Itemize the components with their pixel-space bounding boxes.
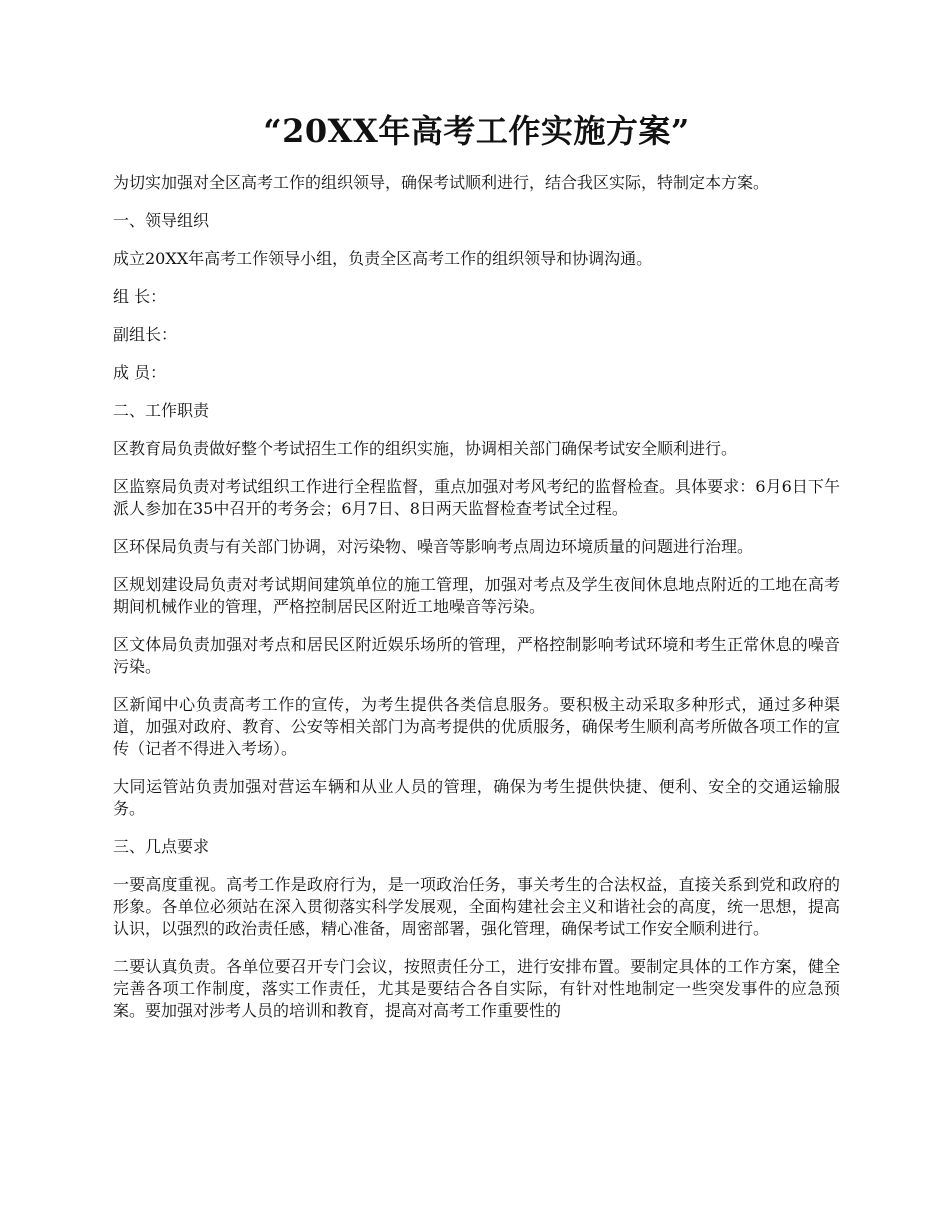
intro-paragraph: 为切实加强对全区高考工作的组织领导，确保考试顺利进行，结合我区实际，特制定本方案。 — [113, 173, 770, 193]
duty-paragraph: 区规划建设局负责对考试期间建筑单位的施工管理，加强对考点及学生夜间休息地点附近的工地在高考期间机械作业的管理，严格控制居民区附近工地噪音等污染。 — [113, 575, 840, 617]
duty-paragraph: 区文体局负责加强对考点和居民区附近娱乐场所的管理，严格控制影响考试环境和考生正常休息的噪音污染。 — [113, 635, 840, 677]
members-line: 成 员： — [113, 363, 167, 383]
requirement-paragraph: 一要高度重视。高考工作是政府行为，是一项政治任务，事关考生的合法权益，直接关系到党和政府的形象。各单位必须站在深入贯彻落实科学发展观，全面构建社会主义和谐社会的高度，统一思想，提高认识，以强烈的政治责任感，精心准备，周密部署，强化管理，确保考试工作安全顺利进行。 — [113, 875, 840, 939]
duty-paragraph: 大同运管站负责加强对营运车辆和从业人员的管理，确保为考生提供快捷、便利、安全的交通运输服务。 — [113, 777, 840, 819]
section-heading-requirements: 三、几点要求 — [113, 837, 210, 857]
requirement-paragraph: 二要认真负责。各单位要召开专门会议，按照责任分工，进行安排布置。要制定具体的工作方案，健全完善各项工作制度，落实工作责任，尤其是要结合各自实际，有针对性地制定一些突发事件的应急预案。要加强对涉考人员的培训和教育，提高对高考工作重要性的 — [113, 957, 840, 1021]
duty-paragraph: 区环保局负责与有关部门协调，对污染物、噪音等影响考点周边环境质量的问题进行治理。 — [113, 537, 754, 557]
section-heading-duties: 二、工作职责 — [113, 401, 210, 421]
deputy-leader-line: 副组长： — [113, 325, 178, 345]
document-page — [113, 112, 840, 1038]
leader-line: 组 长： — [113, 287, 167, 307]
section-heading-leadership: 一、领导组织 — [113, 211, 210, 231]
duty-paragraph: 区教育局负责做好整个考试招生工作的组织实施，协调相关部门确保考试安全顺利进行。 — [113, 439, 738, 459]
duty-paragraph: 区监察局负责对考试组织工作进行全程监督，重点加强对考风考纪的监督检查。具体要求：6月6日下午派人参加在35中召开的考务会；6月7日、8日两天监督检查考试全过程。 — [113, 477, 840, 519]
duty-paragraph: 区新闻中心负责高考工作的宣传，为考生提供各类信息服务。要积极主动采取多种形式，通过多种渠道，加强对政府、教育、公安等相关部门为高考提供的优质服务，确保考生顺利高考所做各项工作的宣传（记者不得进入考场）。 — [113, 695, 840, 759]
leadership-paragraph: 成立20XX年高考工作领导小组，负责全区高考工作的组织领导和协调沟通。 — [113, 249, 653, 269]
document-title: “20XX年高考工作实施方案” — [263, 112, 690, 150]
